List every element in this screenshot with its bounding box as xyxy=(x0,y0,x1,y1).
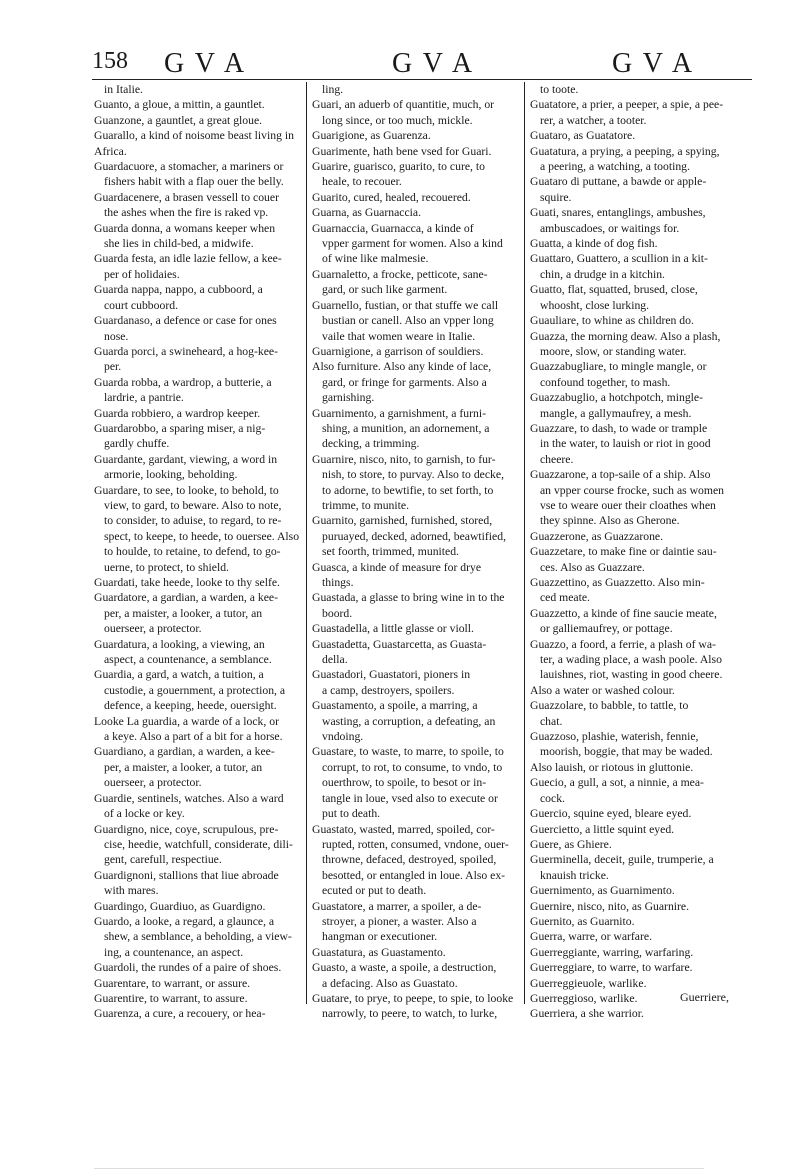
entry-line: an vpper course frocke, such as women xyxy=(540,483,725,497)
column-middle xyxy=(312,82,520,1022)
entry-line: wasting, a corruption, a defeating, an xyxy=(322,714,496,728)
entry-line: Guari, an aduerb of quantitie, much, or xyxy=(312,98,495,112)
entry-line: Guastatore, a marrer, a spoiler, a de- xyxy=(312,899,482,913)
entry-line: set foorth, trimmed, munited. xyxy=(322,545,459,559)
entry-line: defence, a keeping, heede, ouersight. xyxy=(104,699,277,713)
running-head xyxy=(92,48,752,78)
entry-line: ling. xyxy=(322,83,344,96)
entry-line: Guarnigione, a garrison of souldiers. xyxy=(312,344,484,358)
entry-line: uerne, to protect, to shield. xyxy=(104,560,229,574)
entry-line: ouerseer, a protector. xyxy=(104,776,202,790)
entry-line: Also furniture. Also any kinde of lace, xyxy=(312,360,492,374)
entry-line: Guastato, wasted, marred, spoiled, cor- xyxy=(312,822,495,836)
entry-line: Guattaro, Guattero, a scullion in a kit- xyxy=(530,252,708,266)
entry-line: Guastadori, Guastatori, pioners in xyxy=(312,668,471,682)
entry-line: the ashes when the fire is raked vp. xyxy=(104,206,269,220)
entry-line: Guardignoni, stallions that liue abroade xyxy=(94,868,279,882)
entry-line: Guerminella, deceit, guile, trumperie, a xyxy=(530,853,714,867)
entry-line: cise, heedie, watchfull, considerate, dili- xyxy=(104,837,293,851)
entry-line: lauishnes, riot, wasting in good cheere. xyxy=(540,668,723,682)
entry-line: or galliemaufrey, or pottage. xyxy=(540,622,673,636)
header-right: G V A xyxy=(612,48,695,79)
entry-line: Guarire, guarisco, guarito, to cure, to xyxy=(312,160,485,174)
entry-line: Guasto, a waste, a spoile, a destruction, xyxy=(312,961,497,975)
entry-line: Guardacuore, a stomacher, a mariners or xyxy=(94,160,284,174)
entry-line: della. xyxy=(322,653,348,667)
entry-line: Also lauish, or riotous in gluttonie. xyxy=(530,760,694,774)
entry-line: vse to weare ouer their cloathes when xyxy=(540,498,716,512)
entry-line: Guastadetta, Guastarcetta, as Guasta- xyxy=(312,637,487,651)
entry-line: Guanzone, a gauntlet, a great gloue. xyxy=(94,113,263,127)
entry-line: Guatare, to prye, to peepe, to spie, to looke xyxy=(312,991,514,1005)
entry-line: moorish, boggie, that may be waded. xyxy=(540,745,713,759)
entry-line: Guarigione, as Guarenza. xyxy=(312,129,431,143)
entry-line: Guazzoso, plashie, waterish, fennie, xyxy=(530,730,699,744)
entry-line: Guazzetto, a kinde of fine saucie meate, xyxy=(530,606,717,620)
entry-line: heale, to recouer. xyxy=(322,175,402,189)
entry-line: put to death. xyxy=(322,807,381,821)
entry-line: Guarda festa, an idle lazie fellow, a kee- xyxy=(94,252,282,266)
entry-line: Guarda nappa, nappo, a cubboord, a xyxy=(94,283,263,297)
entry-line: throwne, defaced, destroyed, spoiled, xyxy=(322,853,497,867)
entry-line: rupted, rotten, consumed, vndone, ouer- xyxy=(322,837,509,851)
entry-line: ouerseer, a protector. xyxy=(104,622,202,636)
entry-line: knauish tricke. xyxy=(540,868,609,882)
entry-line: Guernito, as Guarnito. xyxy=(530,914,635,928)
entry-line: Guerreggioso, warlike. xyxy=(530,991,638,1005)
entry-line: garnishing. xyxy=(322,391,375,405)
entry-line: Looke La guardia, a warde of a lock, or xyxy=(94,714,279,728)
page-number: 158 xyxy=(92,48,128,74)
entry-line: cock. xyxy=(540,791,565,805)
entry-line: corrupt, to rot, to consume, to vndo, to xyxy=(322,760,503,774)
entry-line: to adorne, to bewtifie, to set forth, to xyxy=(322,483,494,497)
entry-line: Guardatore, a gardian, a warden, a kee- xyxy=(94,591,278,605)
entry-line: puruayed, decked, adorned, beawtified, xyxy=(322,529,506,543)
entry-line: ouerthrow, to spoile, to besot or in- xyxy=(322,776,487,790)
entry-line: Guernimento, as Guarnimento. xyxy=(530,884,675,898)
entry-line: mangle, a gallymaufrey, a mesh. xyxy=(540,406,692,420)
entry-line: she lies in child-bed, a midwife. xyxy=(104,237,254,251)
column-right xyxy=(530,82,746,1022)
entry-line: shing, a munition, an adornement, a xyxy=(322,421,490,435)
entry-line: Guardare, to see, to looke, to behold, to xyxy=(94,483,279,497)
entry-line: Guardacenere, a brasen vessell to couer xyxy=(94,190,279,204)
entry-line: view, to gard, to beware. Also to note, xyxy=(104,498,282,512)
entry-line: vndoing. xyxy=(322,730,364,744)
entry-line: ces. Also as Guazzare. xyxy=(540,560,645,574)
entry-line: Guataro, as Guatatore. xyxy=(530,129,636,143)
entry-line: Guastare, to waste, to marre, to spoile, to xyxy=(312,745,504,759)
entry-line: Guarito, cured, healed, recouered. xyxy=(312,190,471,204)
entry-line: in the water, to lauish or riot in good xyxy=(540,437,711,451)
entry-line: to toote. xyxy=(540,83,579,96)
entry-line: trimme, to munite. xyxy=(322,498,409,512)
entry-line: Guazzerone, as Guazzarone. xyxy=(530,529,664,543)
entry-line: Guardiano, a gardian, a warden, a kee- xyxy=(94,745,275,759)
entry-line: fishers habit with a flap ouer the belly. xyxy=(104,175,284,189)
entry-line: Guardati, take heede, looke to thy selfe. xyxy=(94,576,280,589)
entry-line: Guarda robbiero, a wardrop keeper. xyxy=(94,406,261,420)
column-divider-1 xyxy=(306,82,307,1004)
entry-line: to houlde, to retaine, to defend, to go- xyxy=(104,545,281,559)
entry-line: Guati, snares, entanglings, ambushes, xyxy=(530,206,706,220)
entry-line: Guerreggiante, warring, warfaring. xyxy=(530,945,694,959)
entry-line: Guerriera, a she warrior. xyxy=(530,1007,644,1021)
entry-line: custodie, a gouernment, a protection, a xyxy=(104,683,286,697)
entry-line: Guere, as Ghiere. xyxy=(530,837,612,851)
entry-line: Guazzo, a foord, a ferrie, a plash of wa- xyxy=(530,637,716,651)
entry-line: ter, a wading place, a wash poole. Also xyxy=(540,653,722,667)
entry-line: aspect, a countenance, a semblance. xyxy=(104,653,272,667)
entry-line: gent, carefull, respectiue. xyxy=(104,853,222,867)
entry-line: Guarda donna, a womans keeper when xyxy=(94,221,276,235)
entry-line: besotted, or entangled in loue. Also ex- xyxy=(322,868,506,882)
entry-line: Guardingo, Guardiuo, as Guardigno. xyxy=(94,899,266,913)
entry-line: Guastamento, a spoile, a marring, a xyxy=(312,699,478,713)
entry-line: shew, a semblance, a beholding, a view- xyxy=(104,930,292,944)
entry-line: Guarnimento, a garnishment, a furni- xyxy=(312,406,486,420)
entry-line: to consider, to aduise, to regard, to re- xyxy=(104,514,282,528)
entry-line: vpper garment for women. Also a kind xyxy=(322,237,503,251)
entry-line: per of holidaies. xyxy=(104,267,180,281)
entry-line: Guarda porci, a swineheard, a hog-kee- xyxy=(94,344,278,358)
entry-line: a keye. Also a part of a bit for a horse. xyxy=(104,730,283,744)
entry-line: Guastatura, as Guastamento. xyxy=(312,945,446,959)
entry-line: nose. xyxy=(104,329,129,343)
entry-line: armorie, looking, beholding. xyxy=(104,468,238,482)
entry-line: bustian or canell. Also an vpper long xyxy=(322,314,494,328)
entry-line: Guasca, a kinde of measure for drye xyxy=(312,560,482,574)
entry-line: Guarnaletto, a frocke, petticote, sane- xyxy=(312,267,488,281)
entry-line: Guataro di puttane, a bawde or apple- xyxy=(530,175,707,189)
entry-line: hangman or executioner. xyxy=(322,930,438,944)
entry-line: Guauliare, to whine as children do. xyxy=(530,314,694,328)
entry-line: with mares. xyxy=(104,884,159,898)
entry-line: court cubboord. xyxy=(104,298,178,312)
entry-line: squire. xyxy=(540,190,572,204)
entry-line: Guardanaso, a defence or case for ones xyxy=(94,314,277,328)
entry-line: Guardia, a gard, a watch, a tuition, a xyxy=(94,668,264,682)
catchword: Guerriere, xyxy=(680,990,729,1004)
entry-line: Guardatura, a looking, a viewing, an xyxy=(94,637,265,651)
entry-line: Guerra, warre, or warfare. xyxy=(530,930,652,944)
entry-line: per, a maister, a looker, a tutor, an xyxy=(104,606,263,620)
entry-line: Guarna, as Guarnaccia. xyxy=(312,206,422,220)
entry-line: cheere. xyxy=(540,452,574,466)
entry-line: they spinne. Also as Gherone. xyxy=(540,514,680,528)
entry-line: tangle in loue, vsed also to execute or xyxy=(322,791,498,805)
entry-line: Guardoli, the rundes of a paire of shoes. xyxy=(94,961,282,975)
entry-line: Guardo, a looke, a regard, a glaunce, a xyxy=(94,914,275,928)
entry-line: chin, a drudge in a kitchin. xyxy=(540,267,665,281)
entry-line: Guatta, a kinde of dog fish. xyxy=(530,237,658,251)
header-left: G V A xyxy=(164,48,247,79)
entry-line: Guerreggieuole, warlike. xyxy=(530,976,647,990)
entry-line: boord. xyxy=(322,606,353,620)
entry-line: Guarimente, hath bene vsed for Guari. xyxy=(312,144,492,158)
entry-line: nish, to store, to purvay. Also to decke, xyxy=(322,468,504,482)
entry-line: rer, a watcher, a tooter. xyxy=(540,113,647,127)
entry-line: Guarnaccia, Guarnacca, a kinde of xyxy=(312,221,474,235)
entry-line: vaile that women weare in Italie. xyxy=(322,329,476,343)
entry-line: Guarnire, nisco, nito, to garnish, to fur- xyxy=(312,452,496,466)
entry-line: per, a maister, a looker, a tutor, an xyxy=(104,760,263,774)
entry-line: ing, a countenance, an aspect. xyxy=(104,945,244,959)
entry-line: Africa. xyxy=(94,144,127,158)
entry-line: Guazzetare, to make fine or daintie sau- xyxy=(530,545,717,559)
entry-line: Guatatura, a prying, a peeping, a spying, xyxy=(530,144,720,158)
column-divider-2 xyxy=(524,82,525,1004)
entry-line: Guazzare, to dash, to wade or trample xyxy=(530,421,708,435)
entry-line: narrowly, to peere, to watch, to lurke, xyxy=(322,1007,498,1021)
entry-line: gardly chuffe. xyxy=(104,437,170,451)
entry-line: Guernire, nisco, nito, as Guarnire. xyxy=(530,899,690,913)
entry-line: chat. xyxy=(540,714,563,728)
entry-line: lardrie, a pantrie. xyxy=(104,391,184,405)
entry-line: spect, to keepe, to heede, to ouersee. Also xyxy=(104,529,300,543)
entry-line: Guatatore, a prier, a peeper, a spie, a pee- xyxy=(530,98,724,112)
entry-line: Guarnito, garnished, furnished, stored, xyxy=(312,514,493,528)
entry-line: ecuted or put to death. xyxy=(322,884,427,898)
entry-line: ambuscadoes, or waitings for. xyxy=(540,221,680,235)
entry-line: Guarenza, a cure, a recouery, or hea- xyxy=(94,1007,266,1021)
entry-line: ced meate. xyxy=(540,591,590,605)
entry-line: Guardarobbo, a sparing miser, a nig- xyxy=(94,421,266,435)
entry-line: Guazza, the morning deaw. Also a plash, xyxy=(530,329,721,343)
entry-line: Guardante, gardant, viewing, a word in xyxy=(94,452,278,466)
entry-line: decking, a trimming. xyxy=(322,437,420,451)
entry-line: Guecio, a gull, a sot, a ninnie, a mea- xyxy=(530,776,704,790)
entry-line: long since, or too much, mickle. xyxy=(322,113,473,127)
entry-line: Guarentare, to warrant, or assure. xyxy=(94,976,251,990)
header-middle: G V A xyxy=(392,48,475,79)
entry-line: a peering, a watching, a tooting. xyxy=(540,160,690,174)
entry-line: Guercietto, a little squint eyed. xyxy=(530,822,675,836)
header-rule xyxy=(92,79,752,80)
entry-line: a defacing. Also as Guastato. xyxy=(322,976,458,990)
entry-line: Guanto, a gloue, a mittin, a gauntlet. xyxy=(94,98,265,112)
entry-line: of wine like malmesie. xyxy=(322,252,429,266)
entry-line: Guazzolare, to babble, to tattle, to xyxy=(530,699,689,713)
entry-line: gard, or such like garment. xyxy=(322,283,448,297)
entry-line: Guazzarone, a top-saile of a ship. Also xyxy=(530,468,711,482)
entry-line: Guazzabugliare, to mingle mangle, or xyxy=(530,360,707,374)
entry-line: confound together, to mash. xyxy=(540,375,671,389)
entry-line: Also a water or washed colour. xyxy=(530,683,675,697)
entry-line: moore, slow, or standing water. xyxy=(540,344,687,358)
entry-line: a camp, destroyers, spoilers. xyxy=(322,683,455,697)
entry-line: per. xyxy=(104,360,122,374)
entry-line: Guatto, flat, squatted, brused, close, xyxy=(530,283,698,297)
entry-line: Guercio, squine eyed, bleare eyed. xyxy=(530,807,692,821)
entry-line: things. xyxy=(322,576,354,589)
entry-line: of a locke or key. xyxy=(104,807,185,821)
entry-line: Guardie, sentinels, watches. Also a ward xyxy=(94,791,284,805)
entry-line: Guazzettino, as Guazzetto. Also min- xyxy=(530,576,705,589)
entry-line: Guarallo, a kind of noisome beast living in xyxy=(94,129,294,143)
entry-line: whoosht, close lurking. xyxy=(540,298,650,312)
entry-line: Guarda robba, a wardrop, a butterie, a xyxy=(94,375,272,389)
entry-line: gard, or fringe for garments. Also a xyxy=(322,375,487,389)
entry-line: Guerreggiare, to warre, to warfare. xyxy=(530,961,693,975)
entry-line: Guastada, a glasse to bring wine in to the xyxy=(312,591,505,605)
entry-line: in Italie. xyxy=(104,83,143,96)
entry-line: Guazzabuglio, a hotchpotch, mingle- xyxy=(530,391,703,405)
entry-line: Guarentire, to warrant, to assure. xyxy=(94,991,248,1005)
entry-line: stroyer, a pioner, a waster. Also a xyxy=(322,914,477,928)
entry-line: Guardigno, nice, coye, scrupulous, pre- xyxy=(94,822,279,836)
entry-line: Guastadella, a little glasse or violl. xyxy=(312,622,474,636)
entry-line: Guarnello, fustian, or that stuffe we call xyxy=(312,298,499,312)
column-left xyxy=(94,82,304,1022)
